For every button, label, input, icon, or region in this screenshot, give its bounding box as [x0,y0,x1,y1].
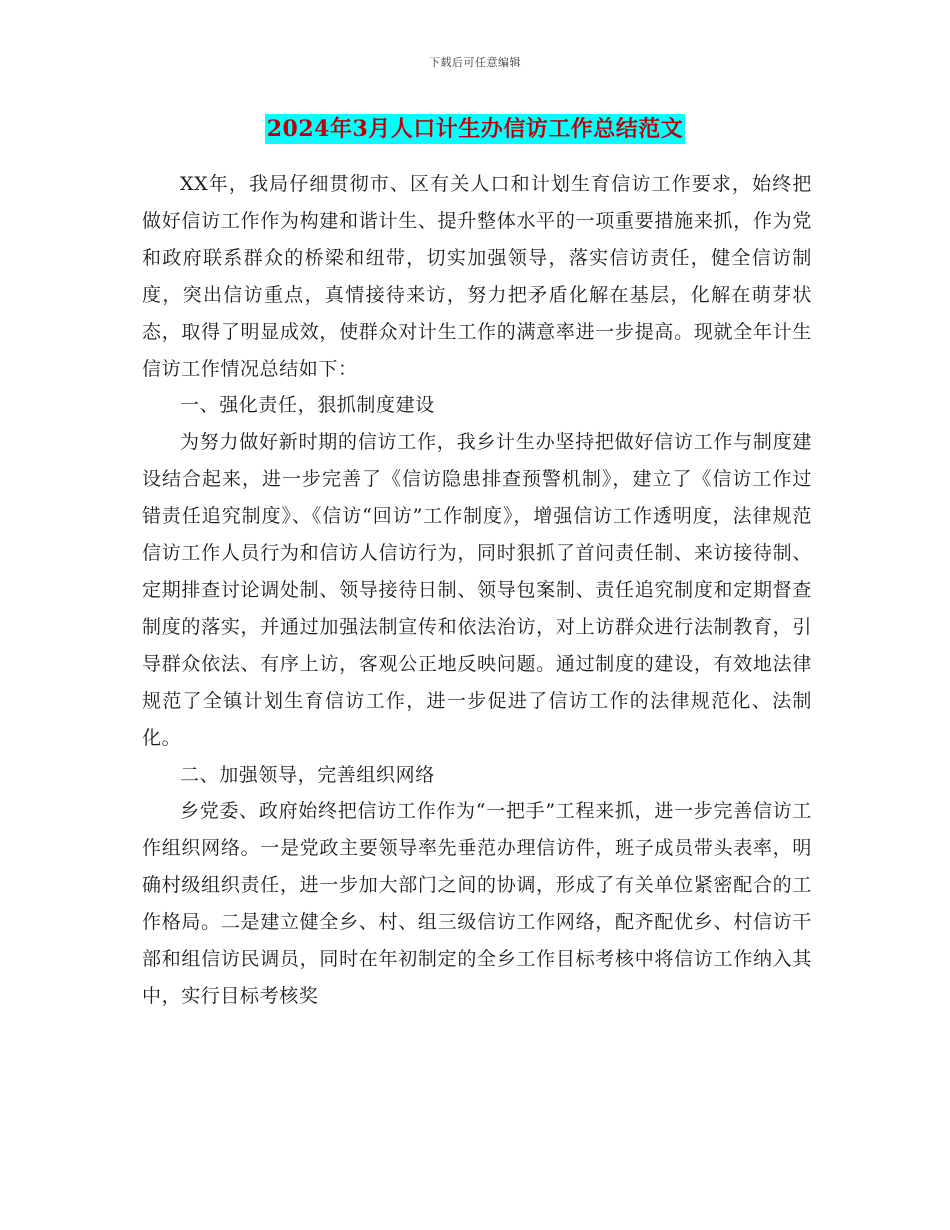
document-body [142,166,812,1015]
section-1-paragraph: 为努力做好新时期的信访工作，我乡计生办坚持把做好信访工作与制度建设结合起来，进一步完善了《信访隐患排查预警机制》，建立了《信访工作过错责任追究制度》、《信访“回访”工作制度》，增强信访工作透明度，法律规范信访工作人员行为和信访人信访行为，同时狠抓了首问责任制、来访接待制、定期排查讨论调处制、领导接待日制、领导包案制、责任追究制度和定期督查制度的落实，并通过加强法制宣传和依法治访，对上访群众进行法制教育，引导群众依法、有序上访，客观公正地反映问题。通过制度的建设，有效地法律规范了全镇计划生育信访工作，进一步促进了信访工作的法律规范化、法制化。 [142,431,812,749]
title-container [0,114,950,144]
section-1-heading: 一、强化责任，狠抓制度建设 [180,394,435,417]
document-title: 2024年3月人口计生办信访工作总结范文 [266,116,684,142]
section-2-paragraph: 乡党委、政府始终把信访工作作为“一把手”工程来抓，进一步完善信访工作组织网络。一是党政主要领导率先垂范办理信访件，班子成员带头表率，明确村级组织责任，进一步加大部门之间的协调，形成了有关单位紧密配合的工作格局。二是建立健全乡、村、组三级信访工作网络，配齐配优乡、村信访干部和组信访民调员，同时在年初制定的全乡工作目标考核中将信访工作纳入其中，实行目标考核奖 [142,800,812,1007]
page-header-note: 下载后可任意编辑 [429,56,521,69]
section-2-heading: 二、加强领导，完善组织网络 [180,763,435,786]
intro-paragraph: XX年，我局仔细贯彻市、区有关人口和计划生育信访工作要求，始终把做好信访工作作为构建和谐计生、提升整体水平的一项重要措施来抓，作为党和政府联系群众的桥梁和纽带，切实加强领导，落实信访责任，健全信访制度，突出信访重点，真情接待来访，努力把矛盾化解在基层，化解在萌芽状态，取得了明显成效，使群众对计生工作的满意率进一步提高。现就全年计生信访工作情况总结如下： [142,173,812,380]
